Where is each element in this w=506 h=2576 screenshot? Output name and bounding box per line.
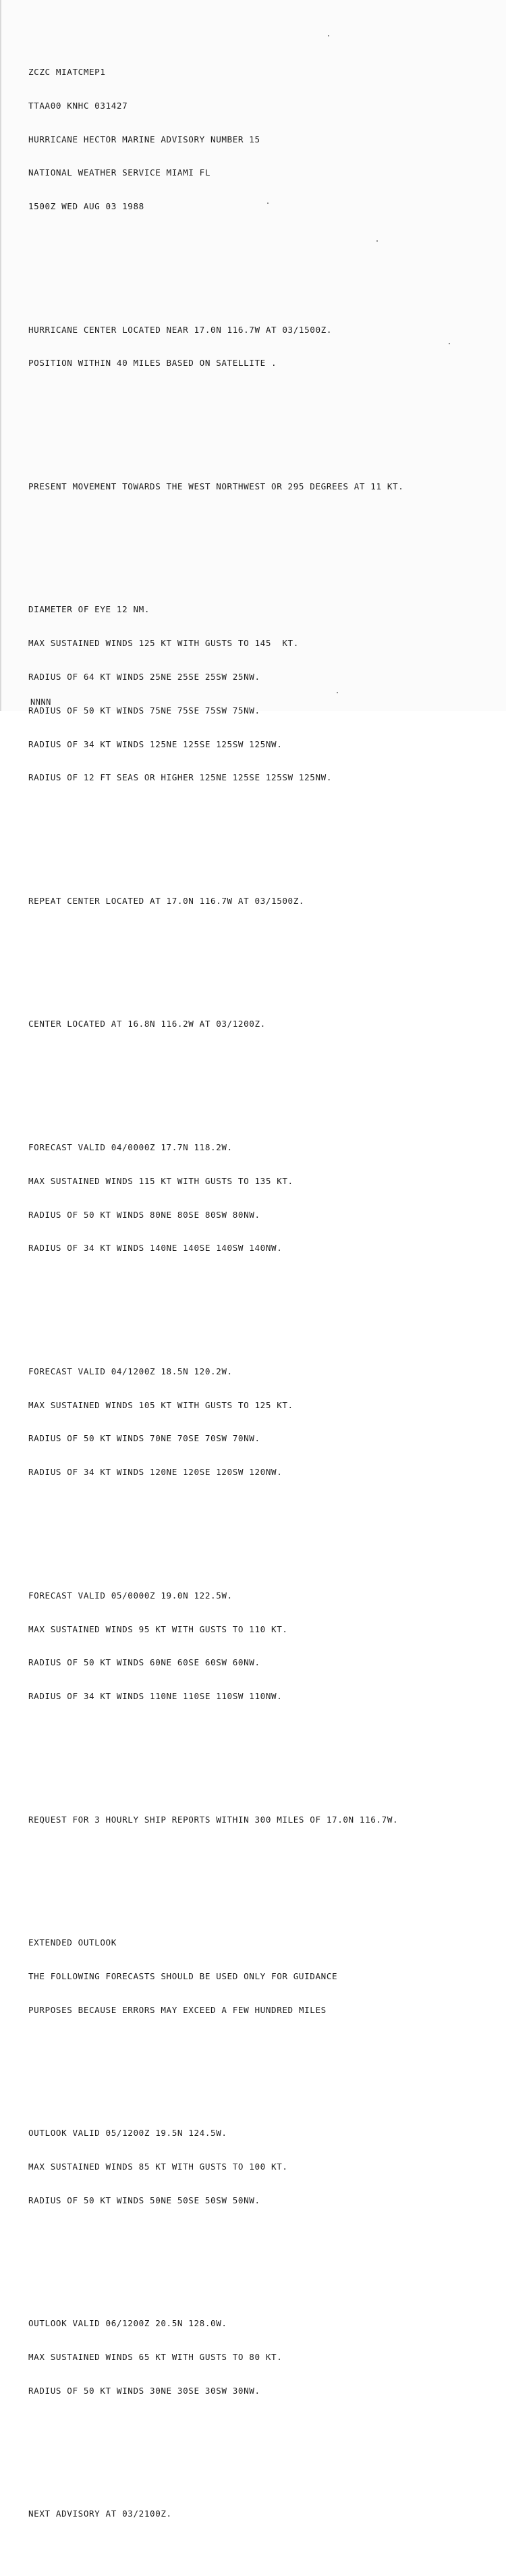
forecast-line: RADIUS OF 34 KT WINDS 140NE 140SE 140SW 140NW. [28, 1243, 283, 1254]
repeat-center-line: REPEAT CENTER LOCATED AT 17.0N 116.7W AT 03/1500Z. [28, 895, 305, 906]
conditions-line: RADIUS OF 64 KT WINDS 25NE 25SE 25SW 25NW. [28, 672, 260, 682]
spacer [28, 1747, 501, 1759]
extended-outlook-block [28, 1915, 501, 2039]
spacer [28, 952, 501, 963]
next-advisory-block [28, 2486, 501, 2542]
forecast-line: RADIUS OF 50 KT WINDS 60NE 60SE 60SW 60NW. [28, 1657, 260, 1668]
spacer [28, 828, 501, 840]
spacer [28, 1299, 501, 1310]
scan-speck [337, 692, 338, 693]
scan-speck [376, 240, 378, 242]
outlook-note-line: THE FOLLOWING FORECASTS SHOULD BE USED ONLY FOR GUIDANCE [28, 1970, 338, 1981]
forecast-block-2 [28, 1344, 501, 1501]
conditions-line: MAX SUSTAINED WINDS 125 KT WITH GUSTS TO 145 KT. [28, 638, 299, 649]
prior-center-block [28, 996, 501, 1052]
outlook-heading: EXTENDED OUTLOOK [28, 1937, 117, 1948]
center-block [28, 302, 501, 392]
center-line: HURRICANE CENTER LOCATED NEAR 17.0N 116.7W AT 03/1500Z. [28, 324, 333, 335]
spacer [28, 414, 501, 425]
header-line: ZCZC MIATCMEP1 [28, 66, 106, 77]
scan-speck [449, 343, 450, 344]
forecast-line: MAX SUSTAINED WINDS 95 KT WITH GUSTS TO 110 KT. [28, 1624, 288, 1634]
conditions-line: RADIUS OF 50 KT WINDS 75NE 75SE 75SW 75NW. [28, 705, 260, 716]
outlook-block-1 [28, 2105, 501, 2229]
current-conditions-block [28, 582, 501, 806]
outlook-line: OUTLOOK VALID 06/1200Z 20.5N 128.0W. [28, 2318, 227, 2329]
conditions-line: RADIUS OF 34 KT WINDS 125NE 125SE 125SW 125NW. [28, 739, 283, 749]
end-of-message-marker: NNNN [30, 697, 51, 707]
advisory-text [28, 11, 501, 2576]
forecast-line: RADIUS OF 34 KT WINDS 110NE 110SE 110SW 110NW. [28, 1691, 283, 1702]
ship-request-line: REQUEST FOR 3 HOURLY SHIP REPORTS WITHIN 300 MILES OF 17.0N 116.7W. [28, 1814, 399, 1825]
outlook-line: RADIUS OF 50 KT WINDS 50NE 50SE 50SW 50NW. [28, 2195, 260, 2205]
outlook-line: MAX SUSTAINED WINDS 85 KT WITH GUSTS TO 100 KT. [28, 2162, 288, 2172]
forecast-line: RADIUS OF 50 KT WINDS 70NE 70SE 70SW 70NW. [28, 1433, 260, 1444]
center-line: POSITION WITHIN 40 MILES BASED ON SATELLITE . [28, 358, 277, 369]
conditions-line: RADIUS OF 12 FT SEAS OR HIGHER 125NE 125SE 125SW 125NW. [28, 772, 333, 783]
header-line: TTAA00 KNHC 031427 [28, 100, 128, 111]
forecast-line: FORECAST VALID 04/0000Z 17.7N 118.2W. [28, 1142, 233, 1152]
ship-request-block [28, 1792, 501, 1848]
spacer [28, 1871, 501, 1882]
forecast-line: MAX SUSTAINED WINDS 115 KT WITH GUSTS TO 135 KT. [28, 1175, 293, 1186]
scan-speck [267, 203, 269, 204]
forecast-line: RADIUS OF 50 KT WINDS 80NE 80SE 80SW 80NW. [28, 1209, 260, 1220]
outlook-block-2 [28, 2296, 501, 2419]
forecast-line: RADIUS OF 34 KT WINDS 120NE 120SE 120SW 120NW. [28, 1467, 283, 1478]
forecast-line: MAX SUSTAINED WINDS 105 KT WITH GUSTS TO 125 KT. [28, 1399, 293, 1410]
conditions-line: DIAMETER OF EYE 12 NM. [28, 604, 150, 615]
prior-center-line: CENTER LOCATED AT 16.8N 116.2W AT 03/1200Z. [28, 1019, 266, 1029]
repeat-center-block [28, 874, 501, 930]
spacer [28, 1075, 501, 1086]
next-advisory-line: NEXT ADVISORY AT 03/2100Z. [28, 2508, 172, 2519]
outlook-line: MAX SUSTAINED WINDS 65 KT WITH GUSTS TO 80 KT. [28, 2352, 283, 2363]
forecast-block-3 [28, 1568, 501, 1725]
spacer [28, 2442, 501, 2453]
header-line: HURRICANE HECTOR MARINE ADVISORY NUMBER 15 [28, 134, 260, 144]
spacer [28, 2061, 501, 2072]
forecast-block-1 [28, 1120, 501, 1277]
movement-line: PRESENT MOVEMENT TOWARDS THE WEST NORTHWEST OR 295 DEGREES AT 11 KT. [28, 481, 404, 491]
spacer [28, 2251, 501, 2263]
header-line: NATIONAL WEATHER SERVICE MIAMI FL [28, 167, 211, 178]
outlook-line: RADIUS OF 50 KT WINDS 30NE 30SE 30SW 30NW. [28, 2385, 260, 2396]
spacer [28, 257, 501, 269]
forecast-line: FORECAST VALID 05/0000Z 19.0N 122.5W. [28, 1590, 233, 1601]
spacer [28, 1523, 501, 1534]
outlook-line: OUTLOOK VALID 05/1200Z 19.5N 124.5W. [28, 2128, 227, 2139]
header-block [28, 45, 501, 235]
forecast-line: FORECAST VALID 04/1200Z 18.5N 120.2W. [28, 1366, 233, 1376]
movement-block [28, 459, 501, 515]
spacer [28, 537, 501, 549]
header-line: 1500Z WED AUG 03 1988 [28, 201, 144, 212]
outlook-note-line: PURPOSES BECAUSE ERRORS MAY EXCEED A FEW HUNDRED MILES [28, 2004, 327, 2015]
scan-speck [328, 35, 329, 36]
